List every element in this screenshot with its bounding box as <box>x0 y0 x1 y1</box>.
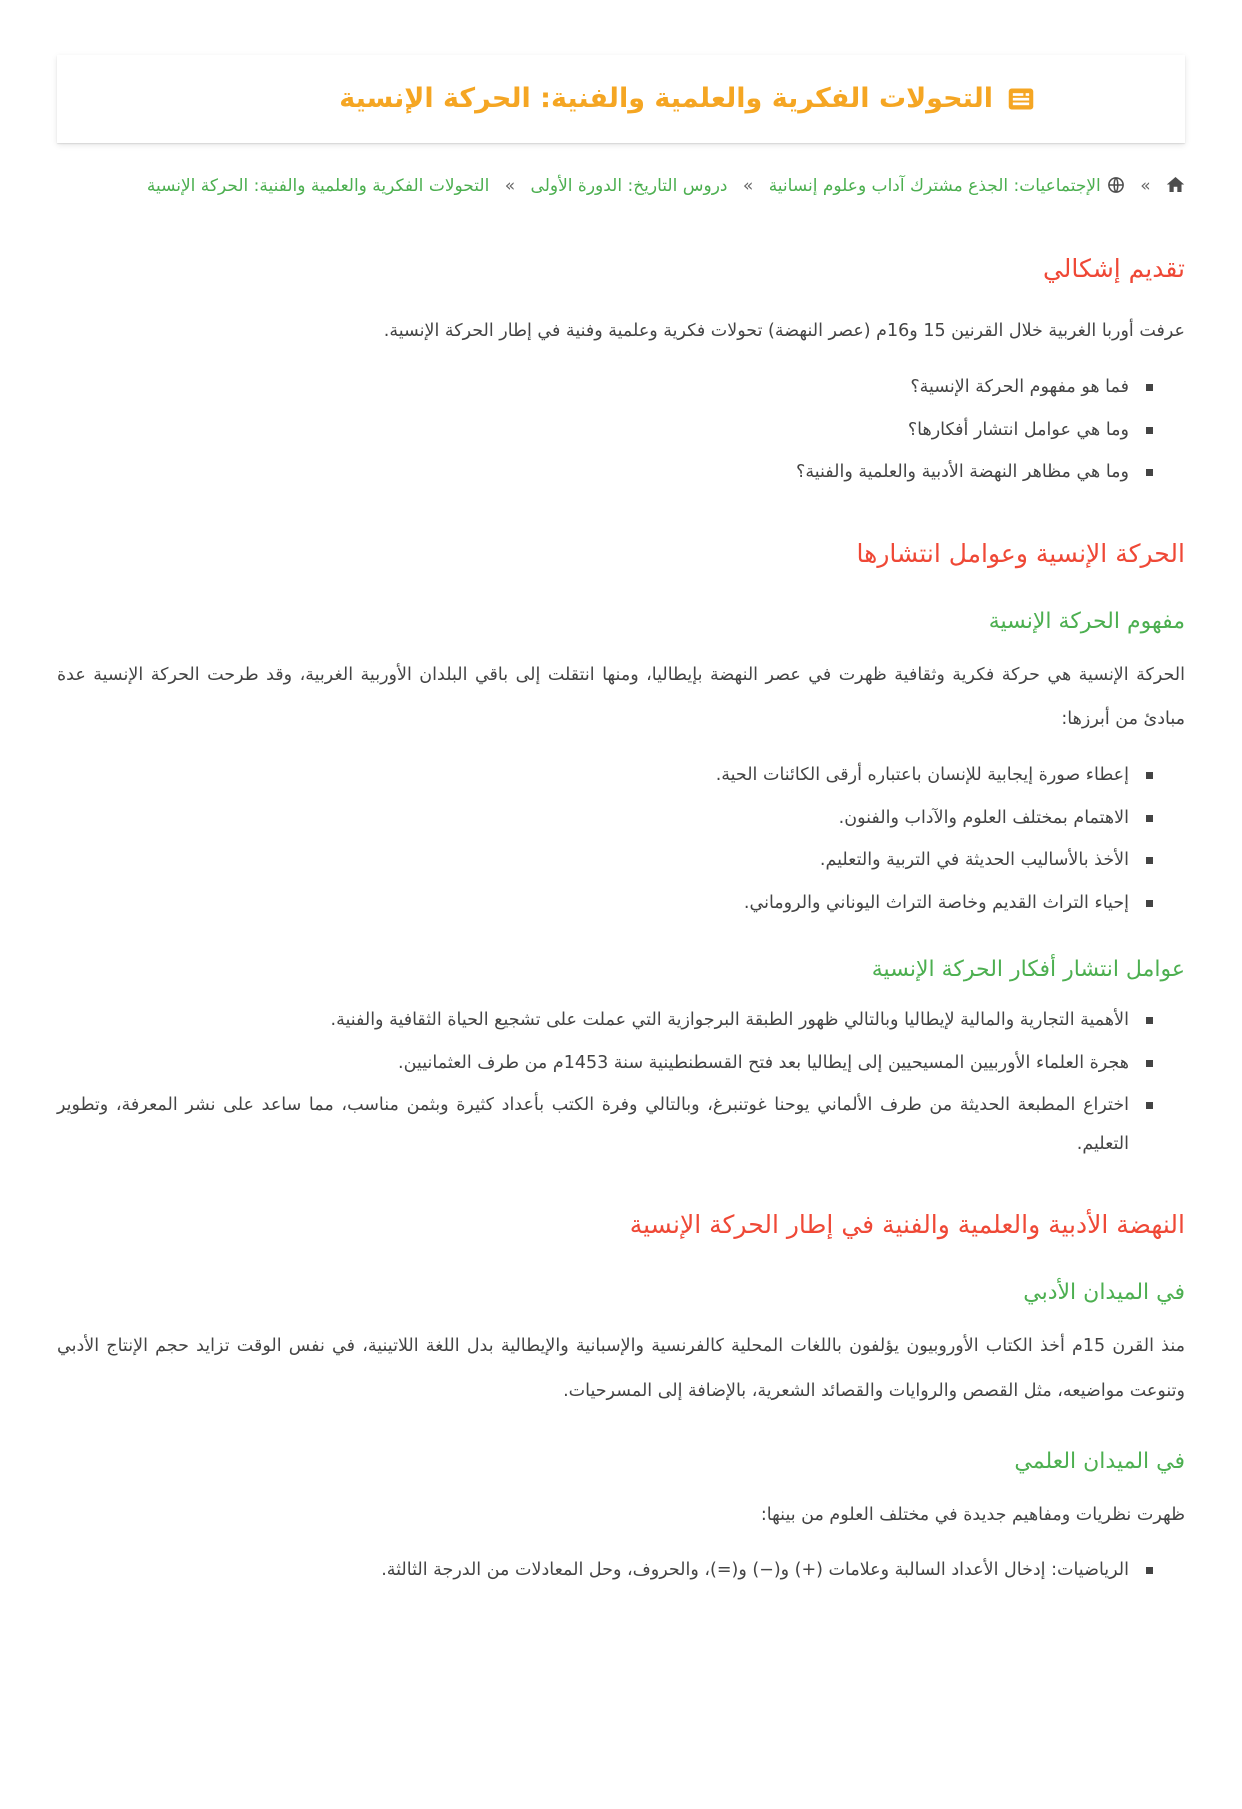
page <box>0 55 1242 1809</box>
breadcrumb <box>57 169 1185 208</box>
concept-paragraph: الحركة الإنسية هي حركة فكرية وثقافية ظهرت في عصر النهضة بإيطاليا، ومنها انتقلت إلى باقي البلدان الأوربية الغربية، وقد طرحت الحركة الإنسية عدة مبادئ من أبرزها: <box>57 664 1185 730</box>
breadcrumb-link-course[interactable]: دروس التاريخ: الدورة الأولى <box>530 175 728 196</box>
list-item: الاهتمام بمختلف العلوم والآداب والفنون. <box>57 799 1163 838</box>
list-item: الأهمية التجارية والمالية لإيطاليا وبالتالي ظهور الطبقة البرجوازية التي عملت على تشجيع الحياة الثقافية والفنية. <box>57 1001 1163 1040</box>
intro-paragraph: عرفت أوربا الغربية خلال القرنين 15 و16م (عصر النهضة) تحولات فكرية وعلمية وفنية في إطار الحركة الإنسية. <box>383 321 1185 342</box>
list-item: إعطاء صورة إيجابية للإنسان باعتباره أرقى الكائنات الحية. <box>57 756 1163 795</box>
home-icon <box>1166 172 1185 208</box>
breadcrumb-link-subject[interactable] <box>763 176 1125 196</box>
principles-list <box>57 756 1185 922</box>
lesson-content <box>57 249 1185 1590</box>
heading-intro-problem: تقديم إشكالي <box>1042 254 1185 284</box>
heading-renaissance: النهضة الأدبية والعلمية والفنية في إطار الحركة الإنسية <box>629 1210 1185 1240</box>
breadcrumb-separator: » <box>504 175 516 196</box>
subheading-spread-factors: عوامل انتشار أفكار الحركة الإنسية <box>871 957 1185 983</box>
globe-icon <box>1107 172 1125 208</box>
spread-factors-list <box>57 1001 1185 1163</box>
list-item: الأخذ بالأساليب الحديثة في التربية والتعليم. <box>57 841 1163 880</box>
intro-questions-list <box>57 368 1185 492</box>
breadcrumb-current-page: التحولات الفكرية والعلمية والفنية: الحركة الإنسية <box>146 175 490 196</box>
heading-humanist-movement: الحركة الإنسية وعوامل انتشارها <box>856 538 1185 568</box>
page-title-text: التحولات الفكرية والعلمية والفنية: الحركة الإنسية <box>339 83 993 114</box>
list-item: وما هي عوامل انتشار أفكارها؟ <box>57 411 1163 450</box>
subheading-movement-concept: مفهوم الحركة الإنسية <box>988 608 1185 634</box>
list-item: إحياء التراث القديم وخاصة التراث اليوناني والروماني. <box>57 884 1163 923</box>
breadcrumb-separator: » <box>1140 175 1151 196</box>
list-item: الرياضيات: إدخال الأعداد السالبة وعلامات (+) و(−) و(=)، والحروف، وحل المعادلات من الدرجة الثالثة. <box>57 1551 1163 1590</box>
breadcrumb-link-subject-label: الإجتماعيات: الجذع مشترك آداب وعلوم إنسانية <box>768 175 1101 196</box>
literary-paragraph: منذ القرن 15م أخذ الكتاب الأوروبيون يؤلفون باللغات المحلية كالفرنسية والإسبانية والإيطالية بدل اللغة اللاتينية، في نفس الوقت تزايد حجم الإنتاج الأدبي وتنوعت مواضيعه، مثل القصص والروايات والقصائد الشعرية، بالإضافة إلى المسرحيات. <box>57 1336 1185 1402</box>
article-icon <box>1007 85 1035 113</box>
page-title <box>87 80 1155 118</box>
list-item: هجرة العلماء الأوربيين المسيحيين إلى إيطاليا بعد فتح القسطنطينية سنة 1453م من طرف العثمانيين. <box>57 1044 1163 1083</box>
scientific-paragraph: ظهرت نظريات ومفاهيم جديدة في مختلف العلوم من بينها: <box>760 1504 1185 1525</box>
scientific-fields-list <box>57 1551 1185 1590</box>
list-item: وما هي مظاهر النهضة الأدبية والعلمية والفنية؟ <box>57 453 1163 492</box>
list-item: اختراع المطبعة الحديثة من طرف الألماني يوحنا غوتنبرغ، وبالتالي وفرة الكتب بأعداد كثيرة وبثمن مناسب، مما ساعد على نشر المعرفة، وتطوير التعليم. <box>57 1086 1163 1163</box>
breadcrumb-home-link[interactable] <box>1161 176 1185 196</box>
list-item: فما هو مفهوم الحركة الإنسية؟ <box>57 368 1163 407</box>
subheading-scientific-field: في الميدان العلمي <box>1014 1448 1185 1474</box>
breadcrumb-separator: » <box>742 175 754 196</box>
subheading-literary-field: في الميدان الأدبي <box>1023 1280 1185 1306</box>
page-header <box>57 55 1185 143</box>
